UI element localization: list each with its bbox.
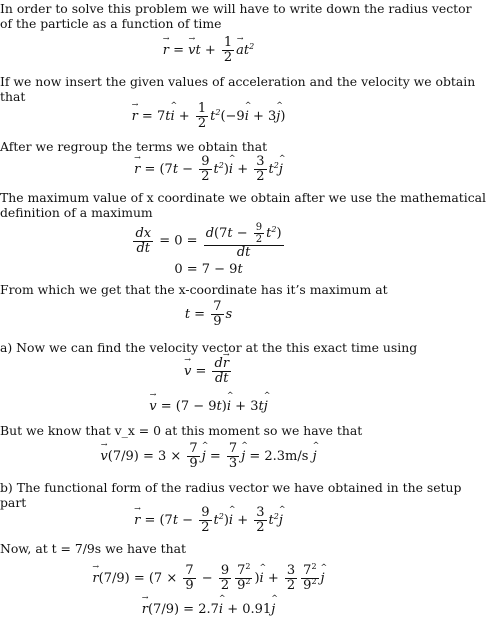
text-line: b) The functional form of the radius vector we have obtained in the setup [0, 480, 462, 495]
text-line: Now, at t = 7/9s we have that [0, 541, 186, 556]
equation-4: $\frac{dx}{dt}$ = 0 = d(7t − $\frac{9}{2}$ $t^2$) dt [135, 222, 282, 260]
equation-12: r →(7/9) = 2.7i ^ + 0.91j ^ [0, 602, 417, 617]
text-line: that [0, 89, 26, 104]
text-line: of the particle as a function of time [0, 16, 222, 31]
equation-6: t = $\frac{7}{9}$ s [184, 299, 233, 329]
text-line: From which we get that the x-coordinate has it’s maximum at [0, 282, 388, 297]
equation-2: r → = 7ti ^ + $\frac{1}{2}$ $t^2(-9i$ ^ + 3j ^) [0, 102, 417, 131]
equation-9: v →(7/9) = 3 × $\frac{7}{9}$ j ^ = $\frac{7}{3}$ j ^ = 2.3m/s j ^ [0, 442, 417, 471]
text-line: a) Now we can find the velocity vector at the this exact time using [0, 340, 418, 355]
text-line: The maximum value of x coordinate we obtain after we use the mathematical [0, 190, 486, 205]
text-line: But we know that v_x = 0 at this moment so we have that [0, 423, 363, 438]
equation-11: r →(7/9) = (7 × $\frac{7}{9}$ − $\frac{9}{2}$ $\frac{7^2}{9^2}$ )i ^ + $\frac{3}{2}$ $\frac{7^2}{9^2}$ j ^ [0, 564, 417, 593]
text-line: If we now insert the given values of acceleration and the velocity we obtain [0, 74, 476, 89]
equation-10: r → = (7t − $\frac{9}{2}$ $t^2)i$ ^ + $\frac{3}{2}$ $t^2j$ ^ [0, 506, 417, 535]
equation-1: r → = v →t + $\frac{1}{2}$ $a \to t^2$ [0, 36, 417, 65]
equation-8: v → = (7 − 9t)i ^ + 3tj ^ [0, 399, 417, 414]
text-line: After we regroup the terms we obtain that [0, 139, 268, 154]
text-line: In order to solve this problem we will have to write down the radius vector [0, 1, 472, 16]
equation-7: v → = $\frac{dr \to}{dt}$ [0, 357, 417, 386]
text-line: definition of a maximum [0, 205, 153, 220]
equation-3: r → = (7t − $\frac{9}{2}$ $t^2)i$ ^ + $\frac{3}{2}$ $t^2j$ ^ [0, 155, 417, 184]
text-line: part [0, 495, 27, 510]
equation-5: 0 = 7 − 9t [174, 262, 243, 277]
